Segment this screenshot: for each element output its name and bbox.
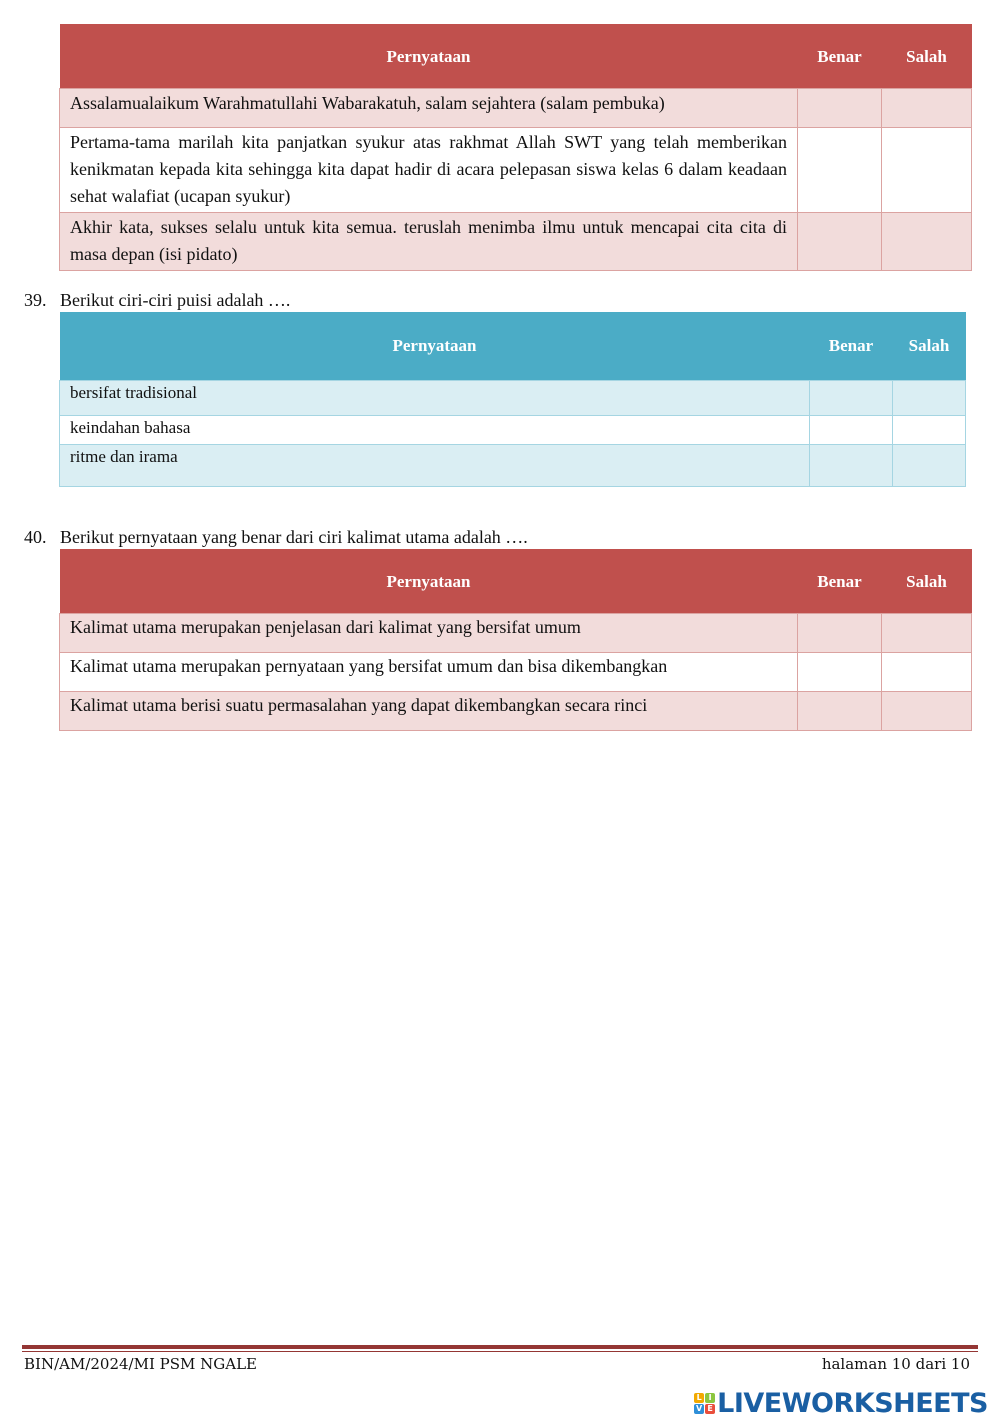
statement-text: Pertama-tama marilah kita panjatkan syukur atas rakhmat Allah SWT yang telah memberikan kenikmatan kepada kita sehingga kita dapat hadir di acara pelepasan siswa kelas 6 dalam keadaan sehat walafiat (ucapan syukur) — [60, 128, 798, 213]
answer-true-cell[interactable] — [810, 416, 893, 445]
answer-false-cell[interactable] — [893, 381, 966, 416]
answer-false-cell[interactable] — [882, 89, 972, 128]
answer-true-cell[interactable] — [798, 213, 882, 271]
answer-false-cell[interactable] — [882, 653, 972, 692]
statement-text: Kalimat utama merupakan penjelasan dari kalimat yang bersifat umum — [60, 614, 798, 653]
footer-page-number: halaman 10 dari 10 — [821, 1355, 970, 1373]
answer-true-cell[interactable] — [798, 692, 882, 731]
column-header-statement: Pernyataan — [60, 312, 810, 381]
statement-text: Akhir kata, sukses selalu untuk kita semua. teruslah menimba ilmu untuk mencapai cita cita di masa depan (isi pidato) — [60, 213, 798, 271]
question-40 — [24, 526, 528, 548]
table-row — [60, 89, 972, 128]
column-header-false: Salah — [882, 549, 972, 614]
table-row — [60, 653, 972, 692]
answer-true-cell[interactable] — [798, 653, 882, 692]
column-header-statement: Pernyataan — [60, 24, 798, 89]
brand-name: LIVEWORKSHEETS — [717, 1388, 988, 1419]
table-row — [60, 416, 966, 445]
column-header-false: Salah — [882, 24, 972, 89]
table-row — [60, 692, 972, 731]
answer-false-cell[interactable] — [893, 445, 966, 487]
statement-text: Kalimat utama berisi suatu permasalahan yang dapat dikembangkan secara rinci — [60, 692, 798, 731]
question-number: 40. — [24, 527, 47, 547]
statement-text: Assalamualaikum Warahmatullahi Wabarakatuh, salam sejahtera (salam pembuka) — [60, 89, 798, 128]
column-header-true: Benar — [798, 24, 882, 89]
mark-letter-l: L — [694, 1393, 704, 1403]
answer-true-cell[interactable] — [810, 381, 893, 416]
answer-true-cell[interactable] — [798, 614, 882, 653]
answer-false-cell[interactable] — [882, 692, 972, 731]
answer-false-cell[interactable] — [882, 614, 972, 653]
table-row — [60, 445, 966, 487]
statement-text: Kalimat utama merupakan pernyataan yang bersifat umum dan bisa dikembangkan — [60, 653, 798, 692]
table-row — [60, 381, 966, 416]
table-row — [60, 213, 972, 271]
footer-divider-thin — [22, 1351, 978, 1352]
question-text: Berikut ciri-ciri puisi adalah …. — [60, 290, 291, 310]
statement-table-38 — [59, 24, 972, 271]
question-39 — [24, 289, 290, 311]
table-row — [60, 128, 972, 213]
answer-true-cell[interactable] — [810, 445, 893, 487]
statement-text: bersifat tradisional — [60, 381, 810, 416]
question-number: 39. — [24, 290, 47, 310]
liveworksheets-logo — [694, 1388, 988, 1419]
statement-table-40 — [59, 549, 972, 731]
statement-table-39 — [59, 312, 966, 487]
column-header-true: Benar — [810, 312, 893, 381]
answer-false-cell[interactable] — [893, 416, 966, 445]
mark-letter-i: I — [705, 1393, 715, 1403]
statement-text: ritme dan irama — [60, 445, 810, 487]
answer-false-cell[interactable] — [882, 128, 972, 213]
answer-true-cell[interactable] — [798, 89, 882, 128]
liveworksheets-mark-icon — [694, 1393, 715, 1414]
mark-letter-e: E — [705, 1404, 715, 1414]
question-text: Berikut pernyataan yang benar dari ciri kalimat utama adalah …. — [60, 527, 528, 547]
column-header-false: Salah — [893, 312, 966, 381]
answer-false-cell[interactable] — [882, 213, 972, 271]
answer-true-cell[interactable] — [798, 128, 882, 213]
column-header-statement: Pernyataan — [60, 549, 798, 614]
table-row — [60, 614, 972, 653]
mark-letter-v: V — [696, 1404, 703, 1413]
statement-text: keindahan bahasa — [60, 416, 810, 445]
footer-document-code: BIN/AM/2024/MI PSM NGALE — [24, 1355, 257, 1373]
footer-divider-thick — [22, 1345, 978, 1349]
column-header-true: Benar — [798, 549, 882, 614]
